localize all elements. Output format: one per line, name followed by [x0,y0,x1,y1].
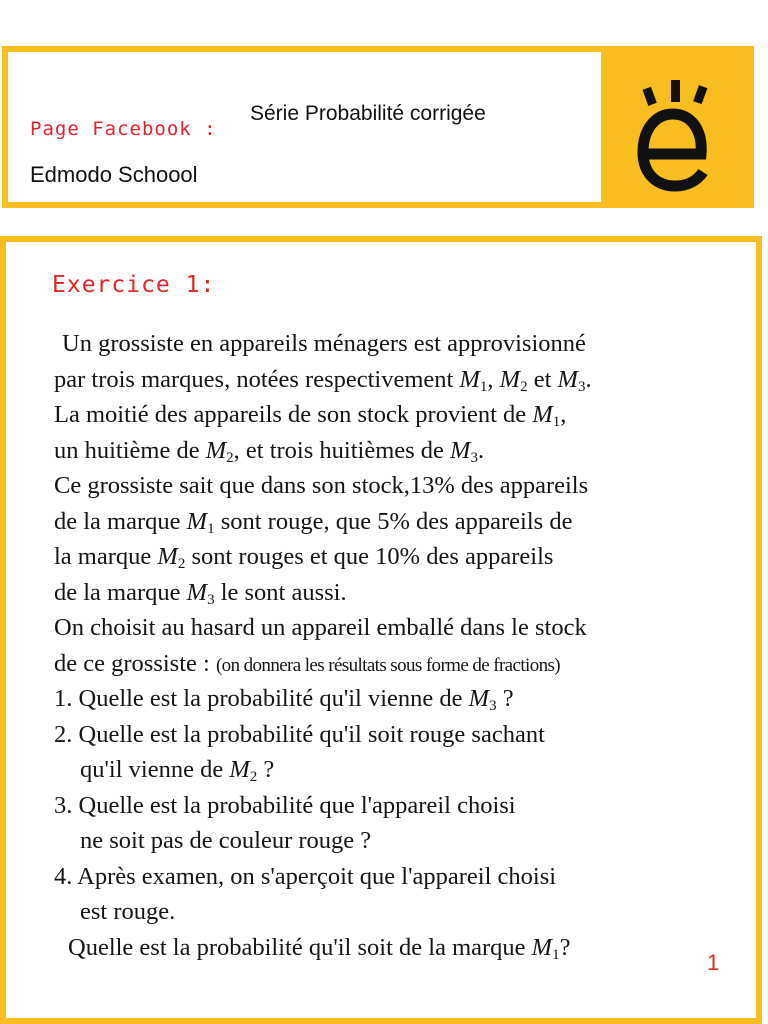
question-4-final: Quelle est la probabilité qu'il soit de la marque $M_1$? [68,933,571,963]
intro-line: par trois marques, notées respectivement $M_1$, $M_2$ et $M_3$. [54,365,592,395]
exercise-box [0,236,762,1024]
exercise-text [54,326,744,965]
question-3: 3. Quelle est la probabilité que l'appareil choisi [54,791,516,819]
exercise-title: Exercice 1: [52,272,216,298]
intro-line: de la marque $M_3$ le sont aussi. [54,578,347,608]
school-name: Edmodo Schoool [30,162,198,187]
edmodo-logo-icon [601,52,754,208]
intro-line: Ce grossiste sait que dans son stock,13% des appareils [54,472,589,499]
intro-line: de ce grossiste : (on donnera les résultats sous forme de fractions) [54,649,561,677]
intro-line: un huitième de $M_2$, et trois huitièmes de $M_3$. [54,436,485,466]
question-2: 2. Quelle est la probabilité qu'il soit rouge sachant [54,720,545,748]
document-title: Série Probabilité corrigée [250,102,486,125]
question-4-cont: est rouge. [80,898,176,925]
intro-line: Un grossiste en appareils ménagers est approvisionné [62,330,586,357]
header-banner [2,46,754,208]
question-2-cont: qu'il vienne de $M_2$ ? [80,756,275,785]
page-number: 1 [707,950,720,975]
question-1: 1. Quelle est la probabilité qu'il vienne de $M_3$ ? [54,685,514,714]
question-3-cont: ne soit pas de couleur rouge ? [80,827,372,854]
intro-line: La moitié des appareils de son stock provient de $M_1$, [54,401,567,430]
fraction-note: (on donnera les résultats sous forme de fractions) [215,654,561,676]
intro-line: de la marque $M_1$ sont rouge, que 5% des appareils de [54,507,573,537]
intro-line: la marque $M_2$ sont rouges et que 10% des appareils [54,543,554,572]
facebook-label: Page Facebook : [30,118,217,140]
intro-line: On choisit au hasard un appareil emballé dans le stock [54,614,587,641]
question-4: 4. Après examen, on s'aperçoit que l'appareil choisi [54,862,557,890]
